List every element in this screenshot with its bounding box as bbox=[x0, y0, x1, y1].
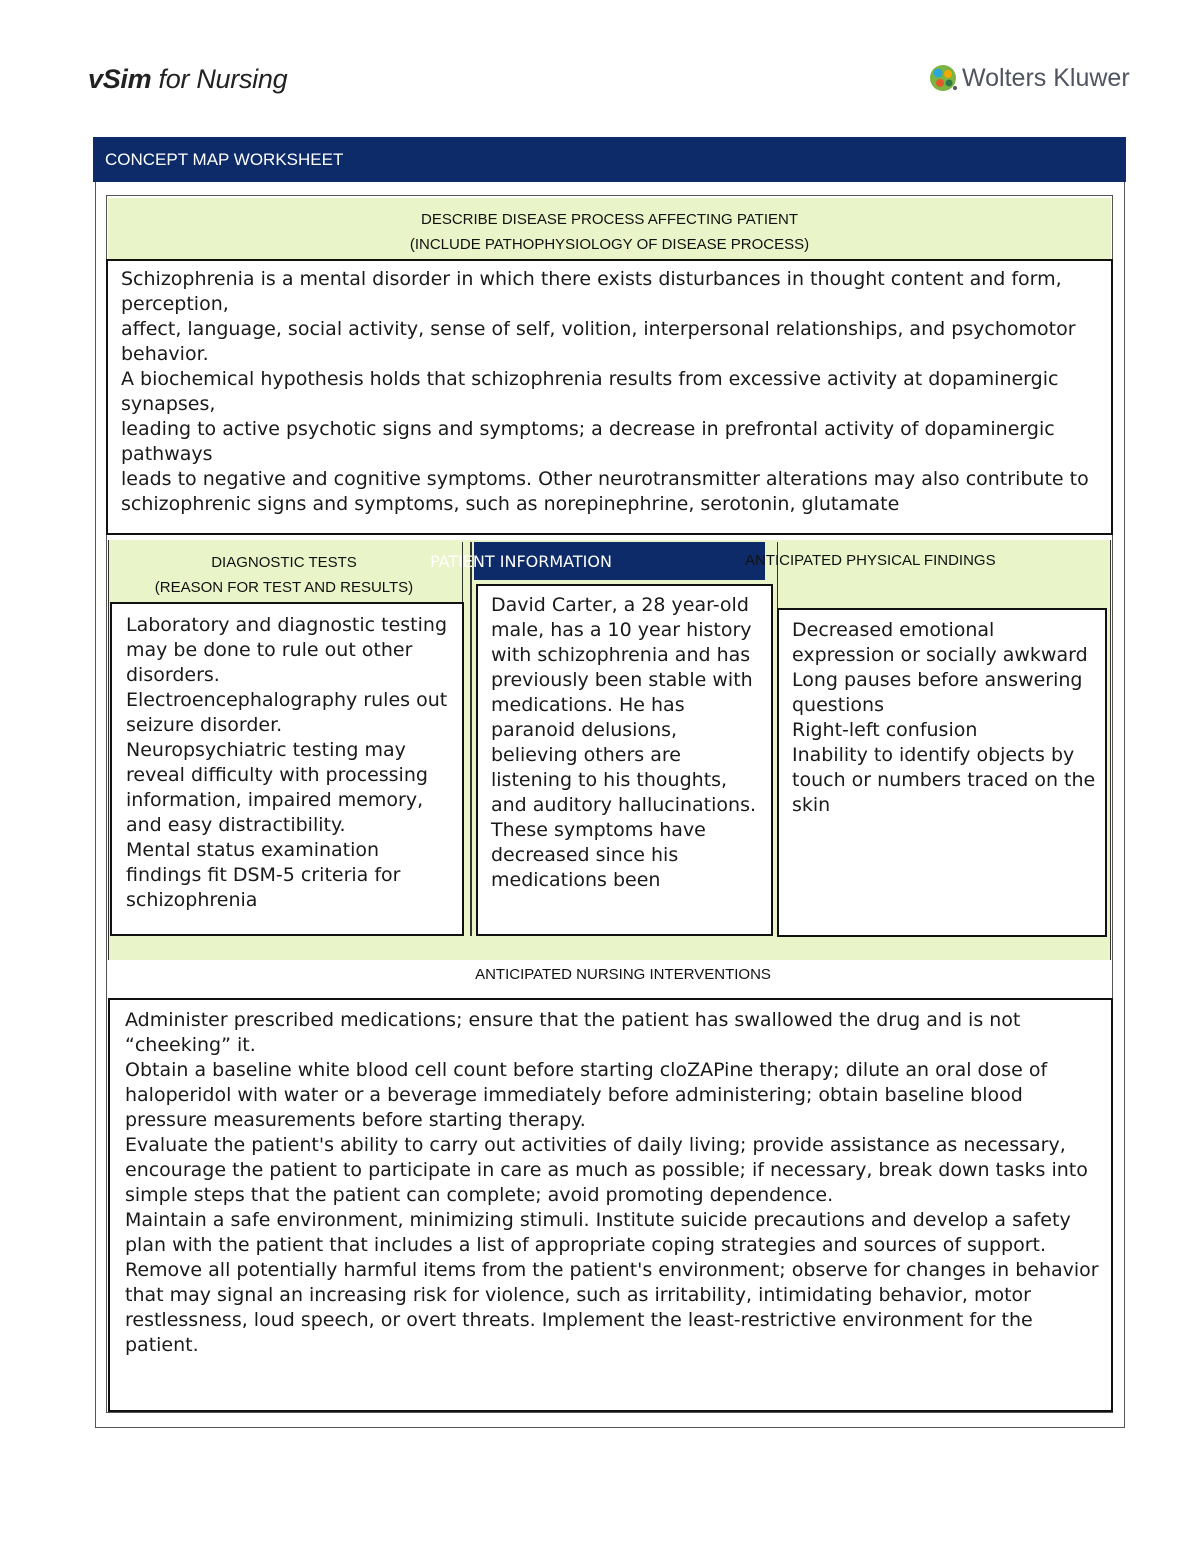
diagnostic-line: Electroencephalography rules out seizure disorder. bbox=[126, 689, 448, 736]
physical-findings-heading: ANTICIPATED PHYSICAL FINDINGS bbox=[745, 552, 996, 569]
disease-process-line: A biochemical hypothesis holds that schizophrenia results from excessive activity at dopaminergic synapses, bbox=[121, 368, 1059, 415]
diagnostic-line: Laboratory and diagnostic testing may be done to rule out other disorders. bbox=[126, 614, 448, 686]
disease-process-line: affect, language, social activity, sense of self, volition, interpersonal relationships, and psychomotor behavior. bbox=[121, 318, 1076, 365]
worksheet-title-bar bbox=[93, 137, 1126, 182]
disease-process-line: Schizophrenia is a mental disorder in which there exists disturbances in thought content and form, perception, bbox=[121, 268, 1062, 315]
physical-finding-line: Inability to identify objects by touch or numbers traced on the skin bbox=[792, 744, 1096, 816]
vsim-logo bbox=[88, 64, 287, 95]
nursing-interventions-heading: ANTICIPATED NURSING INTERVENTIONS bbox=[475, 966, 771, 983]
physical-findings-textbox[interactable] bbox=[777, 608, 1107, 937]
intervention-line: Administer prescribed medications; ensure that the patient has swallowed the drug and is not “cheeking” it. bbox=[125, 1009, 1021, 1056]
diagnostic-line: Neuropsychiatric testing may reveal difficulty with processing information, impaired memory, and easy distractibility. bbox=[126, 739, 428, 836]
intervention-line: Evaluate the patient's ability to carry out activities of daily living; provide assistance as necessary, encourage the patient to participate in care as much as possible; if necessary, break down tasks into simple steps that the patient can complete; avoid promoting dependence. bbox=[125, 1134, 1088, 1206]
disease-process-heading bbox=[108, 207, 1111, 257]
intervention-line: Remove all potentially harmful items from the patient's environment; observe for changes in behavior that may signal an increasing risk for violence, such as irritability, intimidating behavior, motor restlessness, loud speech, or overt threats. Implement the least-restrictive environment for the patient. bbox=[125, 1259, 1099, 1356]
disease-process-line: schizophrenic signs and symptoms, such as norepinephrine, serotonin, glutamate bbox=[121, 493, 900, 515]
diagnostic-line: Mental status examination findings fit DSM-5 criteria for schizophrenia bbox=[126, 839, 401, 911]
middle-right-border bbox=[1110, 540, 1111, 960]
wolters-kluwer-name: Wolters Kluwer bbox=[962, 63, 1130, 92]
physical-finding-line: Decreased emotional expression or socially awkward bbox=[792, 619, 1088, 666]
patient-left-border bbox=[470, 542, 472, 936]
physical-finding-line: Long pauses before answering questions bbox=[792, 669, 1083, 716]
disease-process-heading-line1: DESCRIBE DISEASE PROCESS AFFECTING PATIENT bbox=[420, 211, 798, 228]
diagnostic-tests-heading-line1: DIAGNOSTIC TESTS bbox=[211, 554, 357, 571]
middle-left-border bbox=[108, 540, 109, 960]
vsim-logo-text: for Nursing bbox=[151, 64, 288, 94]
diagnostic-divider bbox=[462, 542, 463, 602]
disease-process-heading-line2: (INCLUDE PATHOPHYSIOLOGY OF DISEASE PROCESS) bbox=[409, 236, 810, 253]
wolters-kluwer-logo bbox=[928, 60, 1130, 96]
disease-process-line: leads to negative and cognitive symptoms. Other neurotransmitter alterations may also contribute to bbox=[121, 468, 1089, 490]
intervention-line: Obtain a baseline white blood cell count before starting cloZAPine therapy; dilute an oral dose of haloperidol with water or a beverage immediately before administering; obtain baseline blood pressure measurements before starting therapy. bbox=[125, 1059, 1048, 1131]
disease-process-line: leading to active psychotic signs and symptoms; a decrease in prefrontal activity of dopaminergic pathways bbox=[121, 418, 1055, 465]
diagnostic-tests-textbox[interactable] bbox=[110, 602, 464, 936]
globe-icon bbox=[928, 63, 958, 93]
diagnostic-tests-heading bbox=[110, 550, 458, 600]
diagnostic-tests-heading-line2: (REASON FOR TEST AND RESULTS) bbox=[154, 579, 414, 596]
nursing-interventions-textbox[interactable] bbox=[108, 998, 1113, 1412]
intervention-line: Maintain a safe environment, minimizing stimuli. Institute suicide precautions and develop a safety plan with the patient that includes a list of appropriate coping strategies and sources of support. bbox=[125, 1209, 1071, 1256]
patient-information-text: David Carter, a 28 year-old male, has a 10 year history with schizophrenia and has previously been stable with medications. He has paranoid delusions, believing others are listening to his thoughts, and auditory hallucinations. These symptoms have decreased since his medications been bbox=[491, 594, 757, 891]
vsim-logo-brand: vSim bbox=[88, 64, 152, 94]
worksheet-title: CONCEPT MAP WORKSHEET bbox=[105, 150, 344, 169]
disease-process-textbox[interactable] bbox=[106, 259, 1113, 535]
patient-information-heading: PATIENT INFORMATION bbox=[430, 552, 612, 571]
physical-finding-line: Right-left confusion bbox=[792, 719, 978, 741]
patient-information-textbox[interactable] bbox=[476, 584, 773, 936]
